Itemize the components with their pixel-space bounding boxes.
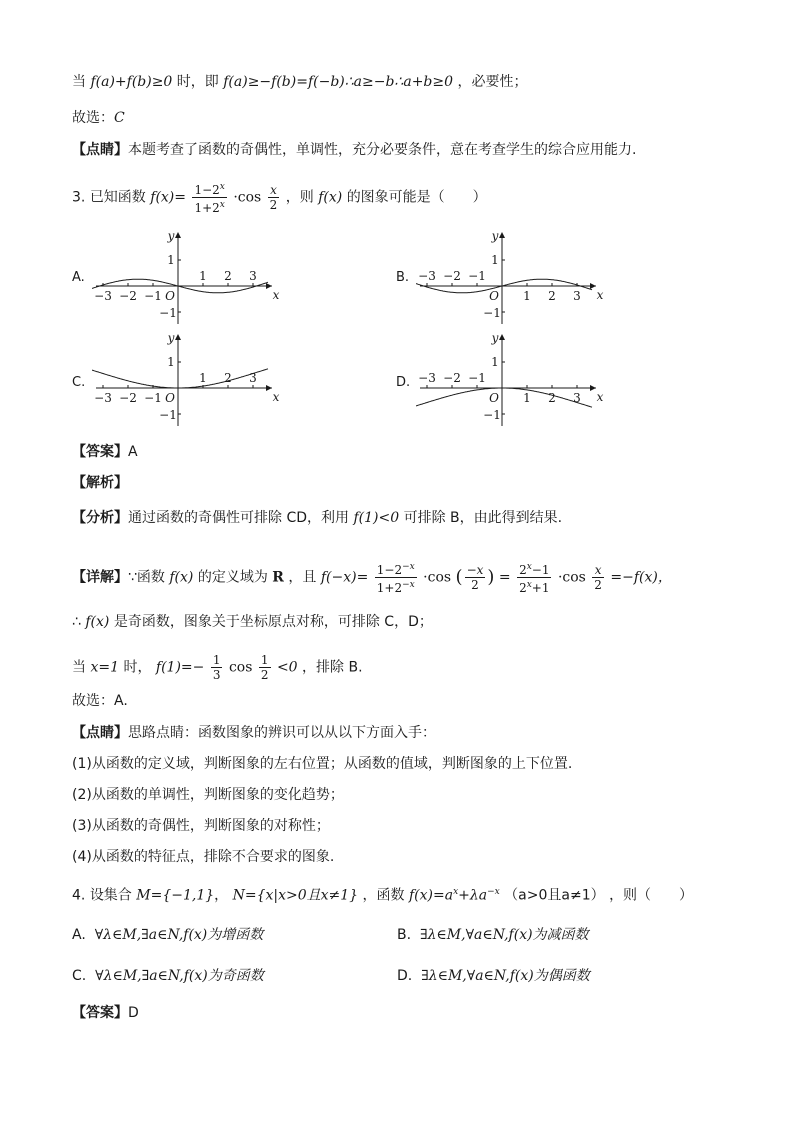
math: x=1 <box>90 659 119 676</box>
num: −x <box>466 563 484 577</box>
den: 3 <box>212 668 221 682</box>
num: 1−2 <box>376 563 403 577</box>
y-tick-label-neg1: −1 <box>483 306 501 320</box>
x-tick-label: 2 <box>548 289 556 303</box>
q3-answer <box>72 442 138 462</box>
question-number: 3. <box>72 189 86 206</box>
y-tick-label-1: 1 <box>167 355 175 369</box>
y-tick-label-neg1: −1 <box>483 408 501 422</box>
exp: x <box>219 182 225 192</box>
option-graph-a[interactable] <box>92 228 292 328</box>
tip: (3)从函数的奇偶性，判断图象的对称性； <box>72 818 330 834</box>
cos: ·cos <box>557 569 586 586</box>
function-curve <box>92 369 268 388</box>
x-tick-label: 3 <box>573 289 581 303</box>
q3-odd <box>72 612 433 632</box>
q3-when <box>72 653 363 682</box>
answer: A <box>128 444 138 460</box>
math: f(x) <box>85 614 110 630</box>
x-tick-label: 1 <box>199 269 207 283</box>
q4-option-c[interactable] <box>72 966 264 986</box>
num: 1 <box>260 653 269 667</box>
fraction <box>375 560 417 595</box>
fraction <box>259 653 271 682</box>
jiexi-tag: 【解析】 <box>72 475 128 491</box>
text: 故选：A. <box>72 693 128 709</box>
math: f(a)≥−f(b)=f(−b)∴a≥−b∴a+b≥0 <box>223 74 454 90</box>
cos: ·cos <box>423 569 452 586</box>
x-tick-label: −1 <box>468 371 486 385</box>
option-label: A. <box>72 927 86 943</box>
dianjing-tag: 【点睛】 <box>72 142 128 158</box>
option-label-a: A. <box>72 270 85 285</box>
origin-label: O <box>489 391 499 405</box>
num: 2 <box>519 563 527 577</box>
option-text: ∃λ∈M,∀a∈N,f(x)为偶函数 <box>421 968 590 984</box>
answer-tag: 【答案】 <box>72 1005 128 1021</box>
x-tick-label: −3 <box>94 289 112 303</box>
option-graph-c[interactable] <box>92 330 292 430</box>
y-axis-arrow <box>499 334 505 340</box>
q3-tip-1 <box>72 754 572 774</box>
eq: = <box>498 569 511 586</box>
exp: −x <box>487 887 500 897</box>
q4-answer <box>72 1003 139 1023</box>
den: 2 <box>260 668 269 682</box>
option-graph-d[interactable] <box>416 330 616 430</box>
origin-label: O <box>165 391 175 405</box>
tip: (4)从函数的特征点，排除不合要求的图象. <box>72 849 335 865</box>
text: 是奇函数，图象关于坐标原点对称，可排除 C，D； <box>113 614 433 630</box>
x-axis-arrow <box>590 283 596 289</box>
y-tick-label-neg1: −1 <box>159 306 177 320</box>
fraction <box>211 653 223 682</box>
q3-jiexi <box>72 473 128 493</box>
x-tick-label: 1 <box>523 289 531 303</box>
num: x <box>592 563 604 578</box>
option-label-b: B. <box>396 270 410 285</box>
y-tick-label-neg1: −1 <box>159 408 177 422</box>
q3-dianjing <box>72 723 436 743</box>
den: 2 <box>269 198 278 212</box>
text: 的定义域为 <box>197 569 268 586</box>
option-label: C. <box>72 968 87 984</box>
den: 1+2 <box>194 201 220 215</box>
xiangjie-tag: 【详解】 <box>72 569 128 586</box>
q4-option-d[interactable] <box>397 966 590 986</box>
y-axis-arrow <box>175 334 181 340</box>
text: ∴ <box>72 614 81 630</box>
math: f(x)=a <box>408 887 454 904</box>
q3-tip-2 <box>72 785 344 805</box>
option-label-d: D. <box>396 375 411 390</box>
num: x <box>268 183 280 198</box>
x-tick-label: −1 <box>144 391 162 405</box>
math: C <box>114 110 125 126</box>
x-tick-label: −2 <box>119 391 137 405</box>
option-text: ∀λ∈M,∃a∈N,f(x)为增函数 <box>94 927 264 943</box>
y-tick-label-1: 1 <box>491 355 499 369</box>
tip: (2)从函数的单调性，判断图象的变化趋势； <box>72 787 344 803</box>
math: =−f(x)， <box>610 569 672 586</box>
y-axis-arrow <box>175 232 181 238</box>
q4-option-b[interactable] <box>397 925 589 945</box>
exp: x <box>453 887 459 897</box>
q4-option-a[interactable] <box>72 925 263 945</box>
math: f(1)<0 <box>353 510 400 526</box>
math: +λa <box>458 887 488 904</box>
num: 1 <box>212 653 221 667</box>
text: ，则（ ） <box>609 887 694 904</box>
text: ，排除 B. <box>302 659 363 676</box>
option-text: ∃λ∈M,∀a∈N,f(x)为减函数 <box>419 927 589 943</box>
q3-fenxi <box>72 508 562 528</box>
origin-label: O <box>489 289 499 303</box>
text: 故选： <box>72 110 114 126</box>
exp: x <box>219 200 225 210</box>
answer-tag: 【答案】 <box>72 444 128 460</box>
x-tick-label: −3 <box>94 391 112 405</box>
exp: x <box>526 562 532 572</box>
fraction <box>192 180 226 215</box>
q3-xiangjie <box>72 560 672 595</box>
math: M={−1,1} <box>136 887 215 904</box>
fraction <box>465 563 486 592</box>
math: f(−x)= <box>320 569 369 586</box>
x-tick-label: 1 <box>523 391 531 405</box>
x-tick-label: −3 <box>418 371 436 385</box>
x-tick-label: −1 <box>144 289 162 303</box>
y-label: y <box>491 229 499 243</box>
x-label: x <box>596 288 604 302</box>
text: 设集合 <box>89 887 132 904</box>
y-label: y <box>167 229 175 243</box>
function-curve <box>416 388 592 407</box>
x-tick-label: 3 <box>249 269 257 283</box>
den: 1+2 <box>376 581 403 595</box>
text: 当 <box>72 659 86 676</box>
x-tick-label: −3 <box>418 269 436 283</box>
fraction <box>592 563 604 592</box>
x-tick-label: 3 <box>249 371 257 385</box>
question-number: 4. <box>72 887 86 904</box>
x-tick-label: −2 <box>443 371 461 385</box>
fenxi-tag: 【分析】 <box>72 510 128 526</box>
x-tick-label: 2 <box>224 371 232 385</box>
den: 2 <box>471 578 479 592</box>
fraction <box>268 183 280 212</box>
y-tick-label-1: 1 <box>167 253 175 267</box>
q3-choice <box>72 691 128 711</box>
x-axis-arrow <box>266 283 272 289</box>
y-label: y <box>491 331 499 345</box>
x-axis-arrow <box>590 385 596 391</box>
x-label: x <box>272 288 280 302</box>
x-tick-label: −2 <box>119 289 137 303</box>
text: ，且 <box>288 569 317 586</box>
q3-tip-3 <box>72 816 330 836</box>
text: ∵函数 <box>128 569 165 586</box>
origin-label: O <box>165 289 175 303</box>
paren: ( <box>455 566 463 588</box>
math: <0 <box>276 659 298 676</box>
x-tick-label: −2 <box>443 269 461 283</box>
cos: ·cos <box>233 189 262 206</box>
prev-dianjing <box>72 140 636 160</box>
text: 时，即 <box>176 74 219 90</box>
x-tick-label: 1 <box>199 371 207 385</box>
option-text: ∀λ∈M,∃a∈N,f(x)为奇函数 <box>95 968 264 984</box>
prev-choice <box>72 108 125 128</box>
x-tick-label: 2 <box>548 391 556 405</box>
text: 的图象可能是（ ） <box>346 189 487 206</box>
math: f(a)+f(b)≥0 <box>90 74 173 90</box>
q4-stem <box>72 882 693 906</box>
math: N={x|x>0且x≠1} <box>232 887 359 904</box>
dianjing-text: 本题考查了函数的奇偶性，单调性，充分必要条件，意在考查学生的综合应用能力. <box>128 142 637 158</box>
option-label: B. <box>397 927 412 943</box>
text: ，必要性； <box>457 74 528 90</box>
num: 1−2 <box>194 183 220 197</box>
exp: −x <box>402 562 415 572</box>
q3-tip-4 <box>72 847 334 867</box>
q3-stem <box>72 180 487 215</box>
paren: ) <box>487 566 495 588</box>
tip: (1)从函数的定义域，判断图象的左右位置；从函数的值域，判断图象的上下位置. <box>72 756 573 772</box>
dianjing-text: 思路点睛：函数图象的辨识可以从以下方面入手： <box>128 725 436 741</box>
x-label: x <box>272 390 280 404</box>
text: （a>0且a≠1） <box>504 887 605 904</box>
text: 通过函数的奇偶性可排除 CD，利用 <box>128 510 350 526</box>
option-label: D. <box>397 968 413 984</box>
den: 2 <box>519 581 527 595</box>
option-graph-b[interactable] <box>416 228 616 328</box>
text: 当 <box>72 74 86 90</box>
math: f(x)= <box>150 189 186 206</box>
text: ，则 <box>285 189 314 206</box>
prev-line-1 <box>72 72 527 92</box>
cos: cos <box>228 659 253 676</box>
answer: D <box>128 1005 139 1021</box>
math: f(x) <box>318 189 343 206</box>
x-label: x <box>596 390 604 404</box>
y-label: y <box>167 331 175 345</box>
x-tick-label: 3 <box>573 391 581 405</box>
text: 已知函数 <box>89 189 146 206</box>
y-tick-label-1: 1 <box>491 253 499 267</box>
text: ， <box>214 887 229 904</box>
x-axis-arrow <box>266 385 272 391</box>
num-tail: −1 <box>531 563 550 577</box>
y-axis-arrow <box>499 232 505 238</box>
fraction <box>517 560 551 595</box>
exp: −x <box>402 580 415 590</box>
math: f(1)=− <box>155 659 205 676</box>
text: 时， <box>123 659 152 676</box>
dianjing-tag: 【点睛】 <box>72 725 128 741</box>
math-R: R <box>272 569 284 586</box>
x-tick-label: 2 <box>224 269 232 283</box>
text: ，函数 <box>362 887 405 904</box>
exp: x <box>526 580 532 590</box>
math: f(x) <box>169 569 194 586</box>
den-tail: +1 <box>531 581 550 595</box>
x-tick-label: −1 <box>468 269 486 283</box>
option-label-c: C. <box>72 375 86 390</box>
text: 可排除 B，由此得到结果. <box>403 510 563 526</box>
den: 2 <box>594 578 602 592</box>
